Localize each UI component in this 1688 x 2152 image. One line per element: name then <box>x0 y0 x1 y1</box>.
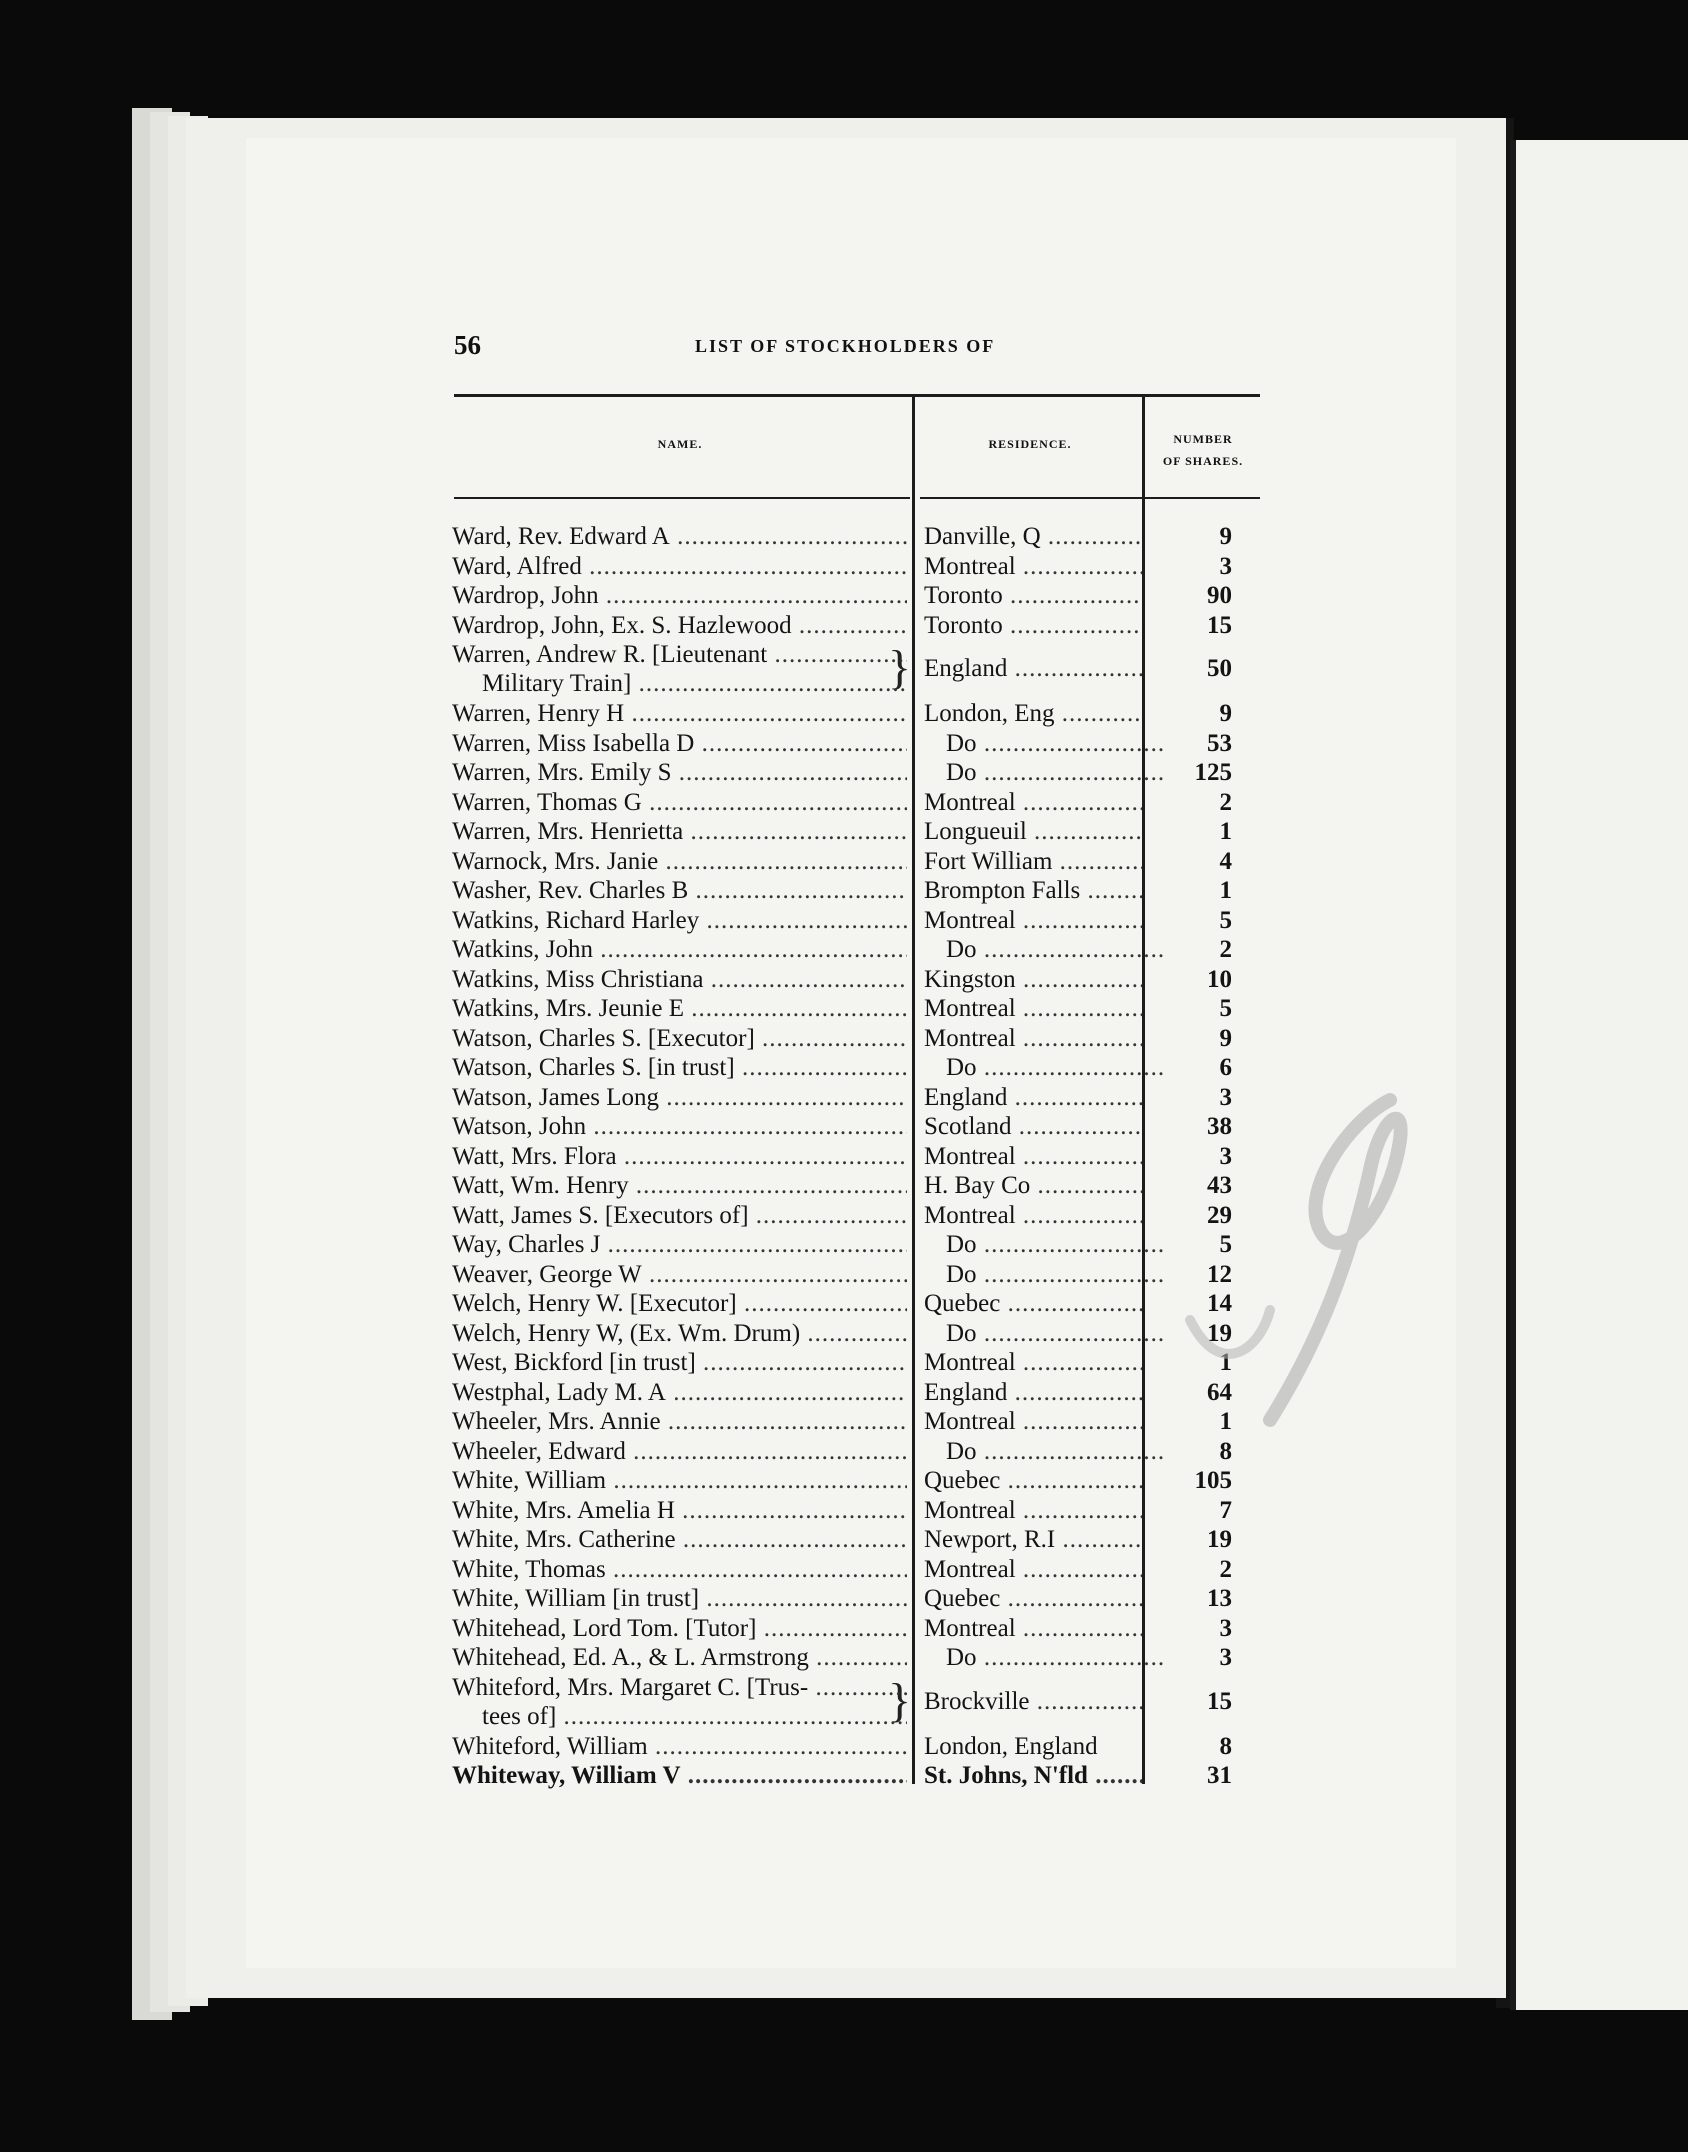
stockholder-name-line: White, Mrs. Amelia H ..... <box>452 1496 907 1525</box>
stockholder-name-line: White, William ..... <box>452 1466 907 1495</box>
brace-mark: } <box>888 1673 912 1727</box>
stockholder-name <box>452 1584 907 1613</box>
stockholder-name <box>452 1761 907 1790</box>
stockholder-residence: Do ..... <box>924 1260 1164 1289</box>
stockholder-name <box>452 640 907 698</box>
stockholder-name <box>452 1555 907 1584</box>
stockholder-residence: Newport, R.I ..... <box>924 1525 1142 1554</box>
stockholder-residence: Brockville ..... <box>924 1687 1142 1716</box>
column-header-residence: RESIDENCE. <box>988 437 1072 451</box>
stockholder-name-line: Warren, Henry H ..... <box>452 699 907 728</box>
number-of-shares: 12 <box>1207 1260 1232 1288</box>
stockholder-name <box>452 817 907 846</box>
number-of-shares: 15 <box>1207 1687 1232 1715</box>
stockholder-name <box>452 1407 907 1436</box>
number-of-shares: 125 <box>1194 759 1232 786</box>
stockholder-name-line: Welch, Henry W. [Executor] ..... <box>452 1289 907 1318</box>
header-bottom-rule <box>454 497 910 499</box>
table-row <box>452 1614 1232 1644</box>
stockholder-name <box>452 581 907 610</box>
table-row <box>452 1496 1232 1526</box>
number-of-shares: 2 <box>1219 1555 1232 1583</box>
stockholder-name <box>452 611 907 640</box>
stockholder-residence: Longueuil ..... <box>924 817 1142 846</box>
number-of-shares: 15 <box>1207 611 1232 639</box>
number-of-shares: 7 <box>1219 1496 1232 1524</box>
table-row <box>452 817 1232 847</box>
stockholder-name-line: Watkins, Miss Christiana ..... <box>452 965 907 994</box>
stockholder-name-line: Washer, Rev. Charles B ..... <box>452 876 907 905</box>
table-row <box>452 1584 1232 1614</box>
table-row <box>452 1378 1232 1408</box>
stockholder-residence: Montreal ..... <box>924 1555 1142 1584</box>
number-of-shares: 9 <box>1219 523 1232 550</box>
number-of-shares: 3 <box>1219 1614 1232 1642</box>
stockholder-name-line: Wheeler, Edward ..... <box>452 1437 907 1466</box>
stockholder-name <box>452 552 907 581</box>
stockholder-name-line: Whiteway, William V ..... <box>452 1761 907 1790</box>
stockholder-name-line: Wardrop, John, Ex. S. Hazlewood ..... <box>452 611 907 640</box>
table-row <box>452 1732 1232 1762</box>
stockholder-name <box>452 758 907 787</box>
stockholder-residence: Quebec ..... <box>924 1289 1142 1318</box>
table-row <box>452 1230 1232 1260</box>
number-of-shares: 9 <box>1219 1024 1232 1052</box>
stockholder-residence: Kingston ..... <box>924 965 1142 994</box>
stockholder-residence: Montreal ..... <box>924 906 1142 935</box>
number-of-shares: 105 <box>1194 1467 1232 1494</box>
stockholder-name <box>452 1525 907 1554</box>
stockholder-name <box>452 1289 907 1318</box>
stockholder-name <box>452 1201 907 1230</box>
stockholder-name-line: Whitehead, Ed. A., & L. Armstrong ..... <box>452 1643 907 1672</box>
number-of-shares: 3 <box>1219 552 1232 580</box>
stockholder-name <box>452 1024 907 1053</box>
table-row <box>452 1525 1232 1555</box>
number-of-shares: 5 <box>1219 906 1232 934</box>
brace-mark: } <box>888 641 912 694</box>
number-of-shares: 53 <box>1207 729 1232 757</box>
stockholder-residence: Do ..... <box>924 1230 1164 1259</box>
stockholder-name <box>452 1614 907 1643</box>
stockholder-name-line: Watson, Charles S. [Executor] ..... <box>452 1024 907 1053</box>
stockholder-name <box>452 1230 907 1259</box>
stockholder-name-line: Watson, James Long ..... <box>452 1083 907 1112</box>
stockholder-residence: H. Bay Co ..... <box>924 1171 1142 1200</box>
page-number: 56 <box>454 330 481 360</box>
table-row <box>452 1024 1232 1054</box>
stockholder-name <box>452 1112 907 1141</box>
stockholder-name-line: Military Train] ..... <box>452 669 907 698</box>
stockholder-name-line: Watkins, John ..... <box>452 935 907 964</box>
stockholder-residence: Montreal ..... <box>924 994 1142 1023</box>
table-row <box>452 522 1232 552</box>
stockholder-table <box>452 522 1232 1791</box>
number-of-shares: 14 <box>1207 1290 1232 1317</box>
number-of-shares: 3 <box>1219 1083 1232 1111</box>
table-row <box>452 611 1232 641</box>
number-of-shares: 31 <box>1207 1762 1232 1789</box>
stockholder-residence: Do ..... <box>924 758 1164 787</box>
stockholder-residence: England ..... <box>924 654 1142 683</box>
stockholder-name <box>452 994 907 1023</box>
stockholder-name <box>452 1673 907 1731</box>
number-of-shares: 50 <box>1207 655 1232 682</box>
table-row <box>452 758 1232 788</box>
stockholder-name-line: White, Thomas ..... <box>452 1555 907 1584</box>
stockholder-name-line: Ward, Alfred ..... <box>452 552 907 581</box>
table-row <box>452 1112 1232 1142</box>
running-head: LIST OF STOCKHOLDERS OF <box>695 336 996 356</box>
stockholder-residence: England ..... <box>924 1083 1142 1112</box>
number-of-shares: 90 <box>1207 582 1232 609</box>
table-row <box>452 1466 1232 1496</box>
stockholder-name-line: Weaver, George W ..... <box>452 1260 907 1289</box>
stockholder-name-line: Warnock, Mrs. Janie ..... <box>452 847 907 876</box>
table-row <box>452 729 1232 759</box>
column-header-shares <box>1148 428 1258 472</box>
stockholder-name <box>452 1378 907 1407</box>
number-of-shares: 1 <box>1219 1408 1232 1435</box>
stockholder-name-line: Watt, Wm. Henry ..... <box>452 1171 907 1200</box>
table-row <box>452 1142 1232 1172</box>
number-of-shares: 19 <box>1207 1319 1232 1347</box>
stockholder-residence: Do ..... <box>924 935 1164 964</box>
stockholder-residence: Fort William ..... <box>924 847 1142 876</box>
number-of-shares: 19 <box>1207 1526 1232 1553</box>
stockholder-residence: Montreal ..... <box>924 552 1142 581</box>
number-of-shares: 1 <box>1219 818 1232 845</box>
table-row <box>452 935 1232 965</box>
number-of-shares: 1 <box>1219 1349 1232 1376</box>
stockholder-residence: Montreal ..... <box>924 1142 1142 1171</box>
table-row <box>452 1643 1232 1673</box>
table-row <box>452 965 1232 995</box>
number-of-shares: 64 <box>1207 1378 1232 1406</box>
number-of-shares: 1 <box>1219 877 1232 904</box>
stockholder-residence: England ..... <box>924 1378 1142 1407</box>
stockholder-residence: Quebec ..... <box>924 1466 1142 1495</box>
number-of-shares: 3 <box>1219 1142 1232 1170</box>
stockholder-name-line: tees of] ..... <box>452 1702 907 1731</box>
table-row <box>452 788 1232 818</box>
stockholder-residence: Quebec ..... <box>924 1584 1142 1613</box>
stockholder-residence: Montreal ..... <box>924 1614 1142 1643</box>
stockholder-name <box>452 1053 907 1082</box>
stockholder-residence: Montreal ..... <box>924 1024 1142 1053</box>
table-row <box>452 1053 1232 1083</box>
table-row <box>452 1201 1232 1231</box>
stockholder-name <box>452 1437 907 1466</box>
pencil-mark <box>1150 1080 1450 1440</box>
stockholder-residence: Scotland ..... <box>924 1112 1142 1141</box>
stockholder-residence: Montreal ..... <box>924 1348 1142 1377</box>
stockholder-residence: Toronto ..... <box>924 611 1142 640</box>
stockholder-name-line: Watkins, Richard Harley ..... <box>452 906 907 935</box>
stockholder-name <box>452 1466 907 1495</box>
table-row <box>452 1407 1232 1437</box>
table-row <box>452 1289 1232 1319</box>
stockholder-name-line: Warren, Andrew R. [Lieutenant ..... <box>452 640 907 669</box>
stockholder-name-line: Westphal, Lady M. A ..... <box>452 1378 907 1407</box>
stockholder-name-line: White, William [in trust] ..... <box>452 1584 907 1613</box>
stockholder-residence: Do ..... <box>924 1053 1164 1082</box>
stockholder-name <box>452 1348 907 1377</box>
stockholder-name <box>452 1260 907 1289</box>
stockholder-name-line: Whitehead, Lord Tom. [Tutor] ..... <box>452 1614 907 1643</box>
table-row <box>452 1348 1232 1378</box>
stockholder-name-line: Watson, John ..... <box>452 1112 907 1141</box>
header-bottom-rule <box>920 497 1260 499</box>
table-row <box>452 994 1232 1024</box>
number-of-shares: 8 <box>1219 1437 1232 1465</box>
facing-page <box>1510 140 1688 2010</box>
table-row <box>452 1673 1232 1732</box>
stockholder-name-line: Watt, Mrs. Flora ..... <box>452 1142 907 1171</box>
stockholder-name-line: Wheeler, Mrs. Annie ..... <box>452 1407 907 1436</box>
table-row <box>452 906 1232 936</box>
stockholder-name <box>452 935 907 964</box>
stockholder-name <box>452 729 907 758</box>
table-row <box>452 847 1232 877</box>
stockholder-residence: Montreal ..... <box>924 1407 1142 1436</box>
stockholder-name-line: Warren, Mrs. Henrietta ..... <box>452 817 907 846</box>
stockholder-name <box>452 1319 907 1348</box>
stockholder-name <box>452 1643 907 1672</box>
stockholder-name <box>452 906 907 935</box>
stockholder-name-line: Watkins, Mrs. Jeunie E ..... <box>452 994 907 1023</box>
number-of-shares: 43 <box>1207 1172 1232 1199</box>
stockholder-residence: Do ..... <box>924 1643 1164 1672</box>
number-of-shares: 2 <box>1219 936 1232 963</box>
number-of-shares: 5 <box>1219 1231 1232 1258</box>
stockholder-name <box>452 876 907 905</box>
column-header-shares-line1: NUMBER <box>1173 432 1233 446</box>
stockholder-name-line: Ward, Rev. Edward A ..... <box>452 522 907 551</box>
stockholder-name <box>452 1496 907 1525</box>
table-row <box>452 1319 1232 1349</box>
table-row <box>452 1437 1232 1467</box>
stockholder-name <box>452 847 907 876</box>
table-row <box>452 1555 1232 1585</box>
stockholder-residence: Do ..... <box>924 1437 1164 1466</box>
number-of-shares: 38 <box>1207 1113 1232 1140</box>
table-top-rule <box>454 394 1260 397</box>
stockholder-name <box>452 965 907 994</box>
table-row <box>452 640 1232 699</box>
number-of-shares: 13 <box>1207 1585 1232 1612</box>
table-row <box>452 876 1232 906</box>
number-of-shares: 2 <box>1219 788 1232 816</box>
stockholder-name-line: West, Bickford [in trust] ..... <box>452 1348 907 1377</box>
table-row <box>452 581 1232 611</box>
stockholder-name-line: Warren, Thomas G ..... <box>452 788 907 817</box>
stockholder-name-line: Whiteford, William ..... <box>452 1732 907 1761</box>
stockholder-name <box>452 788 907 817</box>
stockholder-name-line: White, Mrs. Catherine ..... <box>452 1525 907 1554</box>
stockholder-name-line: Whiteford, Mrs. Margaret C. [Trus- ..... <box>452 1673 907 1702</box>
stockholder-residence: Do ..... <box>924 729 1164 758</box>
stockholder-residence: St. Johns, N'fld ..... <box>924 1761 1142 1790</box>
stockholder-residence: Montreal ..... <box>924 788 1142 817</box>
stockholder-residence: London, England <box>924 1732 1098 1760</box>
stockholder-name <box>452 1171 907 1200</box>
stockholder-residence: Brompton Falls ..... <box>924 876 1142 905</box>
stockholder-name <box>452 699 907 728</box>
stockholder-name-line: Wardrop, John ..... <box>452 581 907 610</box>
stockholder-name-line: Watson, Charles S. [in trust] ..... <box>452 1053 907 1082</box>
table-row <box>452 1260 1232 1290</box>
table-row <box>452 699 1232 729</box>
table-row <box>452 1083 1232 1113</box>
stockholder-residence: Toronto ..... <box>924 581 1142 610</box>
stockholder-name-line: Warren, Mrs. Emily S ..... <box>452 758 907 787</box>
stockholder-residence: Montreal ..... <box>924 1201 1142 1230</box>
stockholder-name-line: Watt, James S. [Executors of] ..... <box>452 1201 907 1230</box>
column-header-name: NAME. <box>657 437 703 451</box>
stockholder-name <box>452 1732 907 1761</box>
table-row <box>452 1761 1232 1791</box>
number-of-shares: 5 <box>1219 995 1232 1022</box>
number-of-shares: 3 <box>1219 1644 1232 1671</box>
stockholder-residence: Montreal ..... <box>924 1496 1142 1525</box>
stockholder-name-line: Way, Charles J ..... <box>452 1230 907 1259</box>
number-of-shares: 9 <box>1219 700 1232 727</box>
table-row <box>452 1171 1232 1201</box>
stockholder-residence: Do ..... <box>924 1319 1164 1348</box>
number-of-shares: 6 <box>1219 1054 1232 1081</box>
stockholder-name <box>452 522 907 551</box>
number-of-shares: 10 <box>1207 965 1232 993</box>
stockholder-residence: Danville, Q ..... <box>924 522 1142 551</box>
number-of-shares: 4 <box>1219 847 1232 875</box>
stockholder-name <box>452 1083 907 1112</box>
number-of-shares: 29 <box>1207 1201 1232 1229</box>
stockholder-name <box>452 1142 907 1171</box>
table-row <box>452 552 1232 582</box>
stockholder-name-line: Welch, Henry W, (Ex. Wm. Drum) ..... <box>452 1319 907 1348</box>
column-header-shares-line2: OF SHARES. <box>1162 454 1244 468</box>
stockholder-name-line: Warren, Miss Isabella D ..... <box>452 729 907 758</box>
number-of-shares: 8 <box>1219 1732 1232 1760</box>
stockholder-residence: London, Eng ..... <box>924 699 1142 728</box>
